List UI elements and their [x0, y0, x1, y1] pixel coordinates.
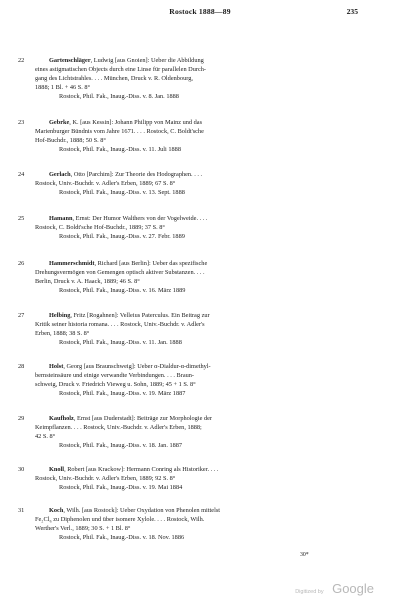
- entry-line: Kritik seiner historia romana. . . . Rostock, Univ.-Buchdr. v. Adler's: [35, 320, 205, 328]
- running-title: Rostock 1888—89: [169, 7, 231, 16]
- entry-line: schweig, Druck v. Friedrich Vieweg u. Sohn, 1889; 45 + 1 S. 8°: [35, 380, 196, 388]
- entry-line: Rostock, Phil. Fak., Inaug.-Diss. v. 11. Juli 1888: [59, 145, 181, 153]
- author-surname: Holst: [49, 363, 64, 370]
- entry-line: Koch, Wilh. [aus Rostock]: Ueber Oxydation von Phenolen mittelst: [49, 507, 221, 514]
- entry-line: Rostock, Phil. Fak., Inaug.-Diss. v. 11. Jan. 1888: [59, 338, 182, 346]
- entry-text: [35, 57, 370, 102]
- entry-line: Berlin, Druck v. A. Haack, 1889; 46 S. 8°: [35, 277, 140, 285]
- entry-line: Rostock, Phil. Fak., Inaug.-Diss. v. 8. Jan. 1888: [59, 92, 179, 100]
- entry-number: 25: [18, 215, 25, 222]
- entry-number: 28: [18, 363, 25, 370]
- digitization-watermark: [295, 580, 374, 598]
- entry-text: [35, 171, 370, 198]
- entry-line: Rostock, Phil. Fak., Inaug.-Diss. v. 16. März 1889: [59, 286, 186, 294]
- author-surname: Gartenschläger: [49, 57, 91, 64]
- entry-line: Erben, 1888; 38 S. 8°: [35, 329, 90, 337]
- signature-mark: 30*: [300, 552, 309, 558]
- entry-line: Hof-Buchdr., 1888; 50 S. 8°: [35, 136, 106, 144]
- entry-line: Gebrke, K. [aus Kessin]: Johann Philipp von Mainz und das: [49, 119, 203, 126]
- entry-text: [35, 415, 370, 451]
- entry-line: eines astigmatischen Objects durch eine Linse für parallelen Durch-: [35, 65, 206, 73]
- entry-line: Rostock, Univ.-Buchdr. v. Adler's Erben, 1889; 92 S. 8°: [35, 474, 176, 482]
- entry-line: Fe₂Cl₆ zu Diphenolen und über isomere Xylole. . . . Rostock, Wilh.: [35, 515, 205, 523]
- author-surname: Koch: [49, 507, 64, 514]
- entry-line: Rostock, Phil. Fak., Inaug.-Diss. v. 19. Mai 1884: [59, 483, 183, 491]
- entry-text: [35, 466, 370, 493]
- entry-line: 1888; 1 Bl. + 46 S. 8°: [35, 83, 91, 91]
- entry-number: 27: [18, 312, 25, 319]
- entry-number: 24: [18, 171, 25, 178]
- author-surname: Hammerschmidt: [49, 260, 95, 267]
- entry-line: Rostock, Phil. Fak., Inaug.-Diss. v. 18. Jan. 1887: [59, 441, 183, 449]
- entry-line: Rostock, Phil. Fak., Inaug.-Diss. v. 13. Sept. 1888: [59, 188, 185, 196]
- entry-line: gang des Lichtstrahles. . . . München, Druck v. R. Oldenbourg,: [35, 74, 193, 82]
- entry-text: [35, 363, 370, 399]
- author-surname: Helbing: [49, 312, 71, 319]
- entry-line: Hammerschmidt, Richard [aus Berlin]: Ueber das spezifische: [49, 260, 208, 267]
- entry-line: Marienburger Bündnis vom Jahre 1671. . . . Rostock, C. Boldt'sche: [35, 127, 204, 135]
- entry-line: Drehungsvermögen von Gemengen optisch aktiver Substanzen. . . .: [35, 268, 205, 276]
- entry-line: bernsteinsäure und einige verwandte Verbindungen. . . . Braun-: [35, 371, 195, 379]
- entry-number: 29: [18, 415, 25, 422]
- author-surname: Gebrke: [49, 119, 70, 126]
- entry-number: 23: [18, 119, 25, 126]
- entry-text: [35, 260, 370, 296]
- entry-line: Keimpflanzen. . . . Rostock, Univ.-Buchdr. v. Adler's Erben, 1888;: [35, 423, 202, 431]
- entry-line: Rostock, Phil. Fak., Inaug.-Diss. v. 19. März 1887: [59, 389, 186, 397]
- page-number: 235: [346, 7, 358, 16]
- author-surname: Knoll: [49, 466, 65, 473]
- entry-line: Rostock, Univ.-Buchdr. v. Adler's Erben, 1889; 67 S. 8°: [35, 179, 176, 187]
- entry-number: 30: [18, 466, 25, 473]
- entry-line: Kaufholz, Ernst [aus Duderstadt]: Beiträge zur Morphologie der: [49, 415, 212, 422]
- entry-text: [35, 119, 370, 155]
- author-surname: Gerlach: [49, 171, 71, 178]
- running-header: [0, 7, 400, 19]
- entry-text: [35, 312, 370, 348]
- watermark-prefix: Digitized by: [295, 589, 324, 595]
- entry-line: Werther's Verl., 1889; 30 S. + 1 Bl. 8°: [35, 524, 131, 532]
- entry-line: Helbing, Fritz [Rogahnen]: Velleius Paterculus. Ein Beitrag zur: [49, 312, 210, 319]
- entry-line: Knoll, Robert [aus Krackow]: Hermann Conring als Historiker. . . .: [49, 466, 219, 473]
- entry-line: 42 S. 8°: [35, 432, 56, 440]
- entry-number: 31: [18, 507, 25, 514]
- entry-text: [35, 507, 370, 543]
- entry-line: Hamann, Ernst: Der Humor Walthers von der Vogelweide. . . .: [49, 215, 208, 222]
- entry-number: 26: [18, 260, 25, 267]
- author-surname: Hamann: [49, 215, 73, 222]
- entry-line: Holst, Georg [aus Braunschweig]: Ueber α-Dialdur-α-dimethyl-: [49, 363, 211, 370]
- entry-line: Rostock, Phil. Fak., Inaug.-Diss. v. 27. Febr. 1889: [59, 232, 185, 240]
- author-surname: Kaufholz: [49, 415, 74, 422]
- entry-line: Gartenschläger, Ludwig [aus Gnoien]: Ueber die Abbildung: [49, 57, 204, 64]
- entry-line: Rostock, Phil. Fak., Inaug.-Diss. v. 18. Nov. 1886: [59, 533, 185, 541]
- entry-text: [35, 215, 370, 242]
- entry-line: Rostock, C. Boldt'sche Hof-Buchdr., 1889; 37 S. 8°: [35, 223, 165, 231]
- entry-number: 22: [18, 57, 25, 64]
- watermark-brand: Google: [332, 581, 374, 596]
- entry-line: Gerlach, Otto [Parchim]: Zur Theorie des Hodographen. . . .: [49, 171, 203, 178]
